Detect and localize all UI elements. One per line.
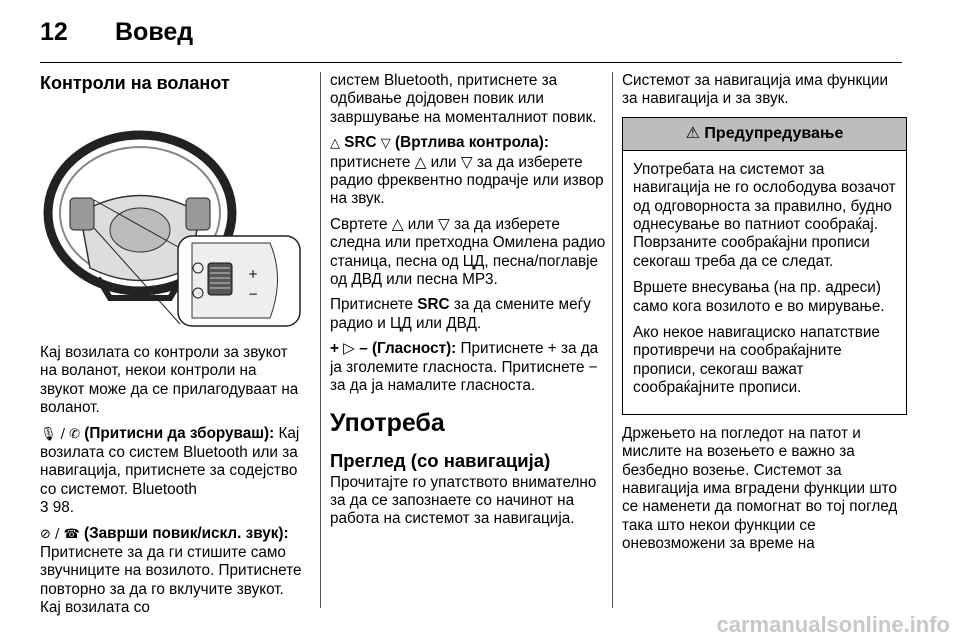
watermark: carmanualsonline.info [716, 612, 950, 637]
steering-wheel-illustration [40, 118, 302, 328]
volume-text: Притиснете + за да ја зголемите гласноста. Притиснете − за да ја намалите гласноста. [330, 340, 599, 395]
src-desc-label: (Вртлива контрола): [395, 134, 549, 152]
overview-heading: Преглед (со навигација) [330, 449, 551, 471]
overview-paragraph: Прочитајте го упатството внимателно за да се запознаете со начинот на работа на системот за навигација. [330, 473, 597, 528]
push-to-talk-icon: 🎙 / ✆ [40, 426, 81, 442]
src2-paragraph [330, 296, 608, 333]
ptt-label: (Притисни да зборуваш): [84, 424, 275, 442]
volume-label: + ▷ – (Гласност): [330, 340, 457, 358]
end-call-label: (Заврши повик/искл. звук): [83, 524, 289, 542]
volume-paragraph [330, 340, 608, 395]
ptt-paragraph [40, 425, 302, 518]
intro-paragraph: Кај возилата со контроли за звукот на воланот, некои контроли на звукот може да се прилагодуваат на воланот. [40, 344, 299, 417]
column-divider [320, 72, 321, 608]
end-call-icon: ⊘ / ☎ [40, 526, 80, 542]
column-divider [612, 72, 613, 608]
src-text: притиснете △ или ▽ за да изберете радио фреквентно подрачје или извор на звук. [330, 153, 604, 208]
warning-title: Предупредување [704, 124, 844, 142]
after-warning-paragraph: Држењето на погледот на патот и мислите на возењето е важно за безбедно возење. Системот за навигација има вградени функции што се наменети да помогнат во тој поглед така што некои функции се оневозможени за време на [622, 424, 898, 553]
rotate-paragraph: Свртете △ или ▽ за да изберете следна или претходна Омилена радио станица, песна од ЦД, песна/поглавје од ДВД или песна MP3. [330, 215, 606, 289]
src2-post: за да смените меѓу радио и ЦД или ДВД. [330, 296, 591, 332]
warning-paragraph: Ако некое навигациско напатствие противречи на сообраќајните прописи, секогаш важат сообраќајните прописи. [633, 324, 880, 397]
up-arrow-icon: △ [330, 136, 340, 152]
warning-box [622, 117, 907, 415]
nav-intro-paragraph: Системот за навигација има функции за навигација и за звук. [622, 72, 889, 108]
src2-bold: SRC [417, 296, 450, 314]
end-call-paragraph [40, 525, 302, 618]
svg-text:−: − [248, 287, 259, 301]
warning-icon: ⚠ [685, 124, 700, 142]
warning-header [623, 118, 906, 151]
column-3 [622, 72, 907, 561]
src2-pre: Притиснете [330, 296, 414, 314]
header-rule [40, 62, 902, 63]
down-arrow-icon: ▽ [380, 136, 391, 152]
page-header [0, 0, 960, 62]
warning-body [623, 151, 906, 414]
column-1 [40, 72, 302, 625]
svg-text:+: + [248, 267, 259, 281]
src-label: SRC [344, 134, 377, 152]
warning-paragraph: Вршете внесувања (на пр. адреси) само кога возилото е во мирување. [633, 279, 885, 315]
page-number: 12 [40, 18, 68, 46]
ptt-ref: 3 98. [40, 499, 75, 517]
bluetooth-cont-paragraph: систем Bluetooth, притиснете за одбивање дојдовен повик или завршување на моменталниот повик. [330, 72, 597, 126]
use-heading: Употреба [330, 408, 445, 437]
src-paragraph [330, 134, 608, 209]
warning-paragraph: Употребата на системот за навигација не го ослободува возачот од одговорноста за правилно, будно однесување во патниот сообраќај. Поврзаните сообраќајни прописи секогаш треба да се следат. [633, 160, 896, 270]
column-2 [330, 72, 608, 536]
section-title: Вовед [115, 18, 194, 46]
subsection-title: Контроли на воланот [40, 73, 230, 93]
ptt-text: Кај возилата со систем Bluetooth или за навигација, притиснете за содејство со системот. Bluetooth [40, 424, 300, 498]
end-call-text: Притиснете за да ги стишите само звучниците на возилото. Притиснете повторно за да го вклучите звукот. Кај возилата со [40, 544, 302, 617]
